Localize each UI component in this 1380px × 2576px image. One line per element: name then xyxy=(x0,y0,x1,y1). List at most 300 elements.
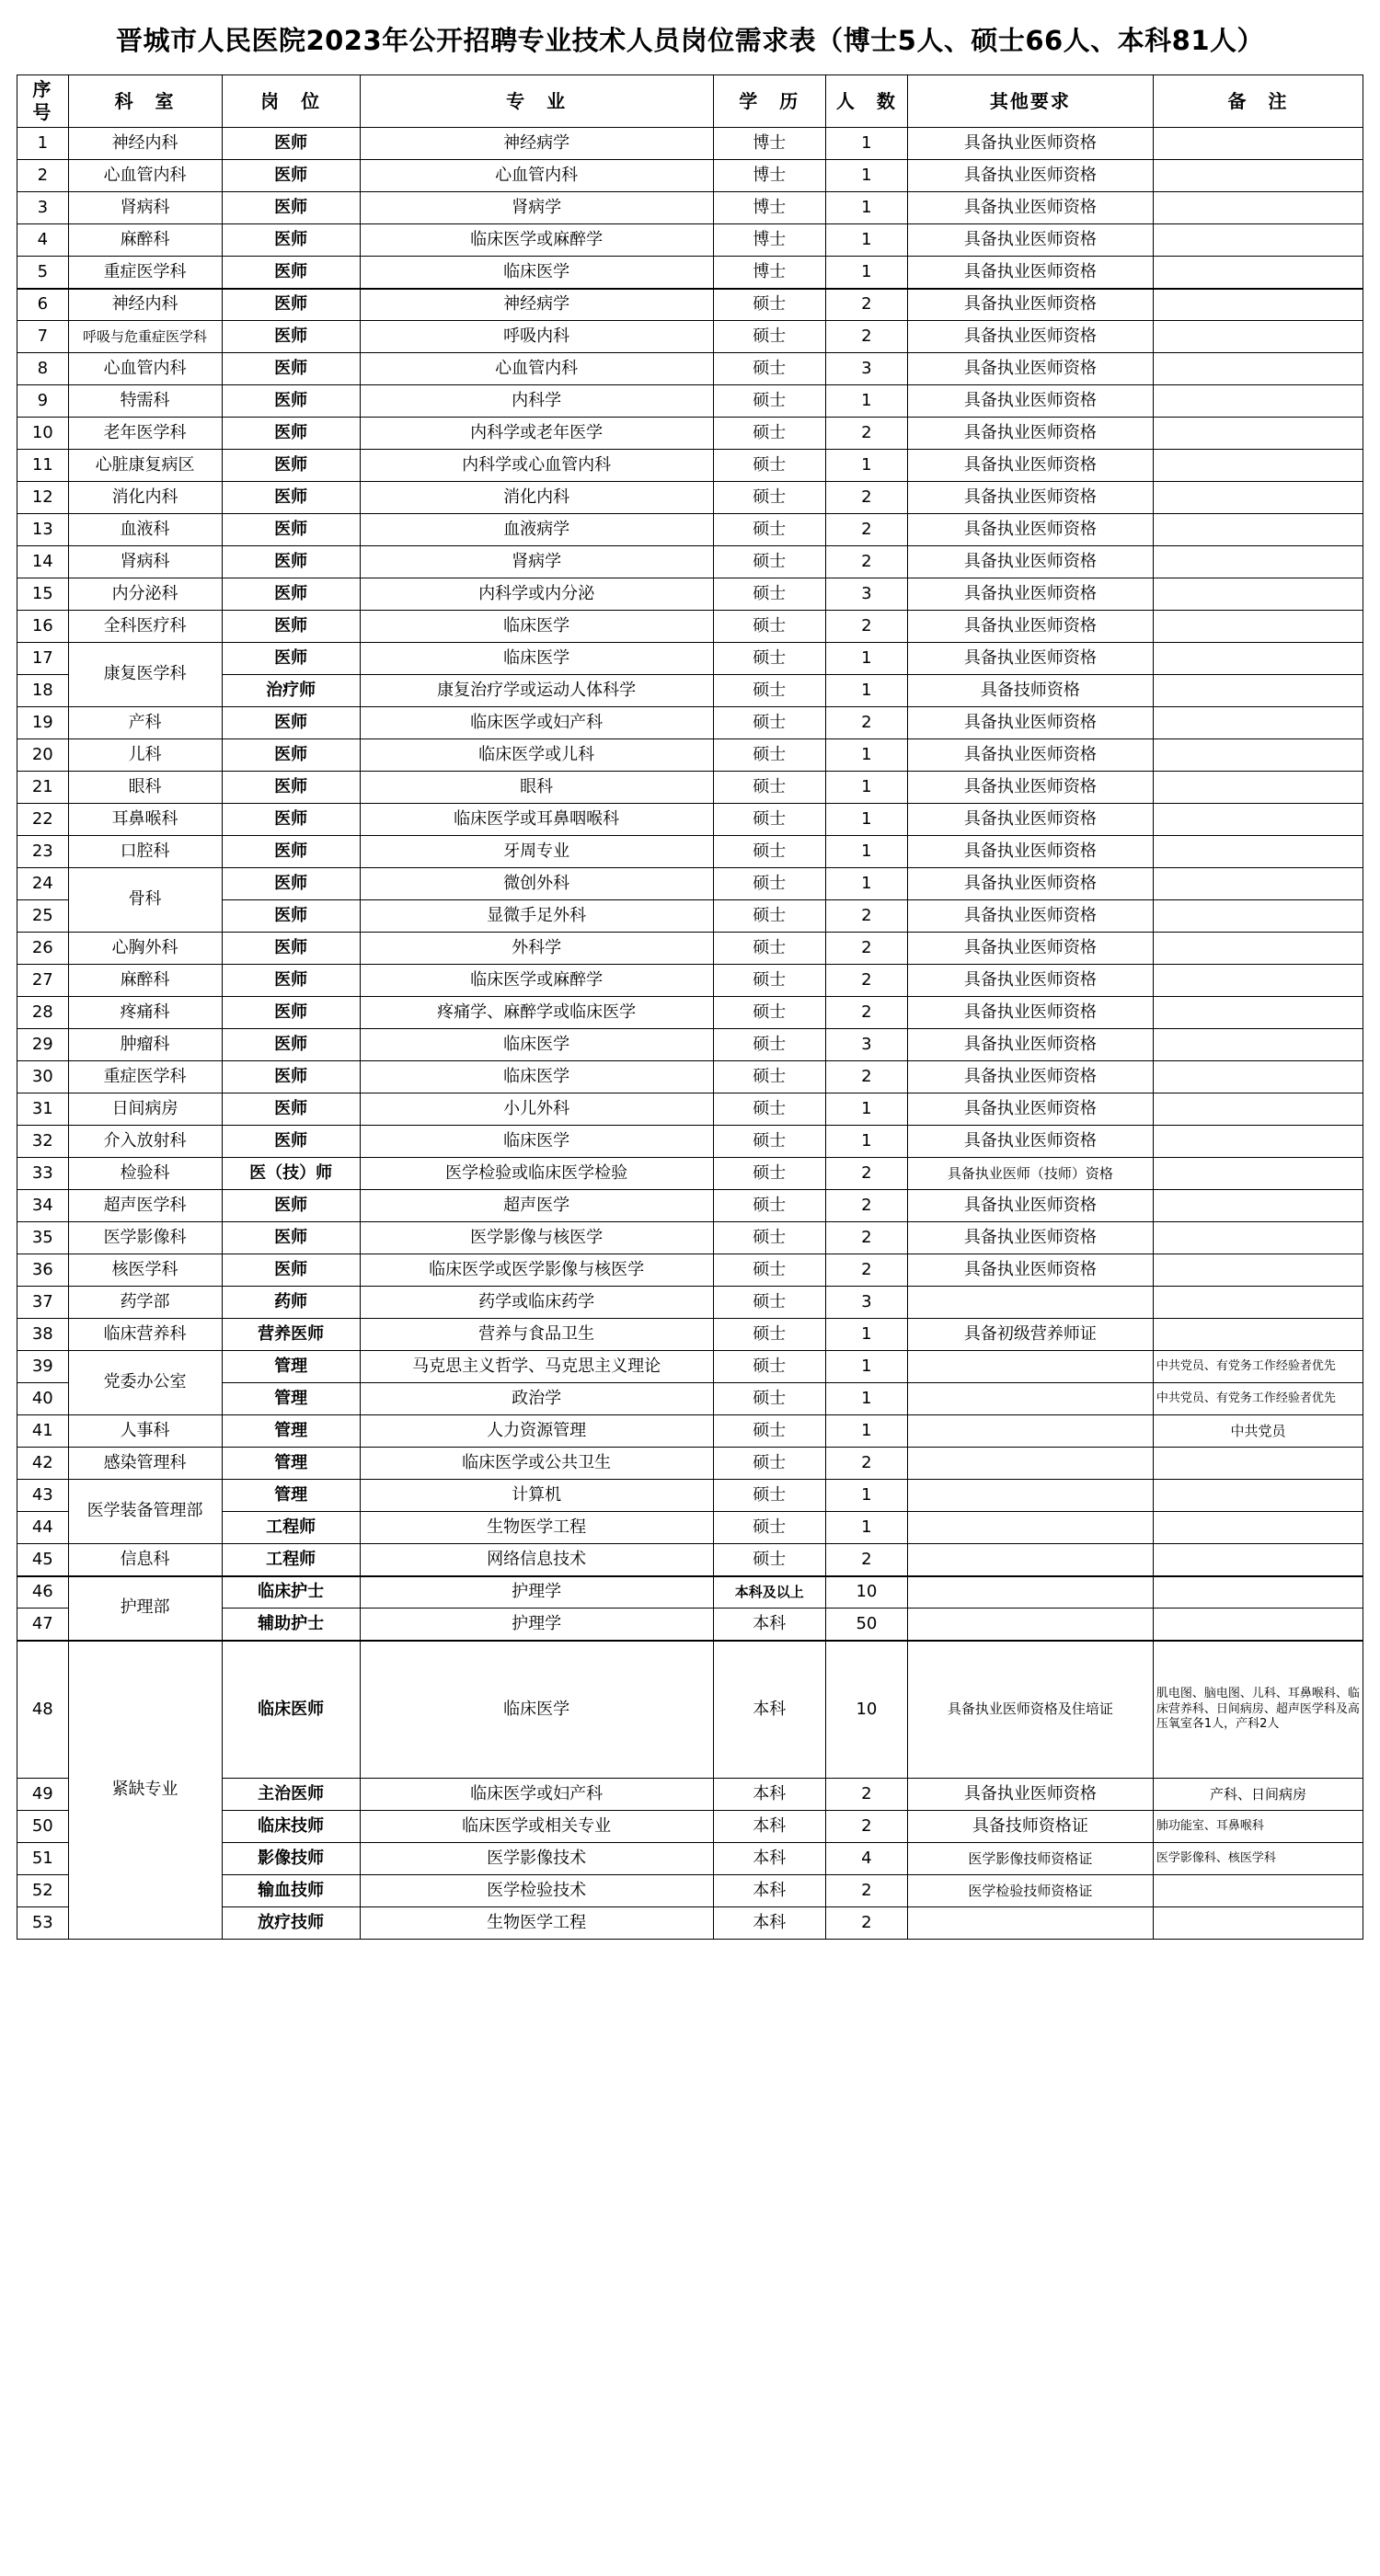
cell-major: 人力资源管理 xyxy=(360,1415,713,1448)
cell-num: 1 xyxy=(825,1415,907,1448)
header-row xyxy=(17,75,1363,128)
cell-num: 1 xyxy=(825,385,907,418)
cell-other: 具备执业医师资格 xyxy=(907,1061,1153,1093)
cell-post: 医师 xyxy=(222,1029,360,1061)
cell-major: 临床医学 xyxy=(360,257,713,289)
cell-remark xyxy=(1153,1907,1363,1940)
table-row xyxy=(17,1576,1363,1609)
cell-major: 医学影像技术 xyxy=(360,1843,713,1875)
table-row xyxy=(17,1448,1363,1480)
cell-dept: 内分泌科 xyxy=(68,578,222,611)
table-row xyxy=(17,482,1363,514)
cell-num: 1 xyxy=(825,1480,907,1512)
cell-post: 医师 xyxy=(222,385,360,418)
cell-dept: 眼科 xyxy=(68,772,222,804)
cell-post: 临床护士 xyxy=(222,1576,360,1609)
table-row xyxy=(17,1061,1363,1093)
cell-num: 1 xyxy=(825,160,907,192)
cell-other: 具备执业医师资格 xyxy=(907,1779,1153,1811)
cell-dept: 消化内科 xyxy=(68,482,222,514)
cell-edu: 硕士 xyxy=(713,1254,825,1287)
cell-post: 药师 xyxy=(222,1287,360,1319)
cell-major: 医学影像与核医学 xyxy=(360,1222,713,1254)
cell-dept: 呼吸与危重症医学科 xyxy=(68,321,222,353)
cell-edu: 本科 xyxy=(713,1843,825,1875)
cell-edu: 硕士 xyxy=(713,418,825,450)
cell-num: 2 xyxy=(825,611,907,643)
cell-other: 具备执业医师资格 xyxy=(907,1126,1153,1158)
cell-post: 医师 xyxy=(222,546,360,578)
table-row xyxy=(17,514,1363,546)
table-row xyxy=(17,224,1363,257)
cell-remark xyxy=(1153,353,1363,385)
cell-major: 临床医学或公共卫生 xyxy=(360,1448,713,1480)
cell-num: 1 xyxy=(825,192,907,224)
cell-major: 肾病学 xyxy=(360,192,713,224)
cell-post: 医师 xyxy=(222,1254,360,1287)
cell-num: 10 xyxy=(825,1576,907,1609)
table-row xyxy=(17,257,1363,289)
cell-edu: 硕士 xyxy=(713,933,825,965)
cell-dept: 特需科 xyxy=(68,385,222,418)
table-row xyxy=(17,1415,1363,1448)
cell-no: 6 xyxy=(17,289,69,321)
cell-no: 37 xyxy=(17,1287,69,1319)
cell-major: 牙周专业 xyxy=(360,836,713,868)
cell-other: 具备执业医师资格 xyxy=(907,997,1153,1029)
cell-dept: 护理部 xyxy=(68,1576,222,1641)
cell-no: 22 xyxy=(17,804,69,836)
cell-edu: 本科 xyxy=(713,1609,825,1641)
cell-num: 2 xyxy=(825,1907,907,1940)
cell-other xyxy=(907,1609,1153,1641)
cell-edu: 博士 xyxy=(713,224,825,257)
cell-other: 具备初级营养师证 xyxy=(907,1319,1153,1351)
col-dept: 科 室 xyxy=(68,75,222,128)
cell-dept: 医学装备管理部 xyxy=(68,1480,222,1544)
table-row xyxy=(17,965,1363,997)
cell-edu: 硕士 xyxy=(713,289,825,321)
cell-remark xyxy=(1153,1512,1363,1544)
cell-post: 医师 xyxy=(222,192,360,224)
col-num: 人 数 xyxy=(825,75,907,128)
cell-post: 主治医师 xyxy=(222,1779,360,1811)
cell-major: 血液病学 xyxy=(360,514,713,546)
table-row xyxy=(17,546,1363,578)
cell-edu: 硕士 xyxy=(713,1512,825,1544)
cell-major: 马克思主义哲学、马克思主义理论 xyxy=(360,1351,713,1383)
table-row xyxy=(17,868,1363,900)
cell-remark xyxy=(1153,1287,1363,1319)
cell-no: 40 xyxy=(17,1383,69,1415)
cell-num: 1 xyxy=(825,128,907,160)
table-row xyxy=(17,997,1363,1029)
table-row xyxy=(17,1544,1363,1576)
table-row xyxy=(17,643,1363,675)
cell-edu: 博士 xyxy=(713,128,825,160)
table-row xyxy=(17,353,1363,385)
cell-post: 医师 xyxy=(222,804,360,836)
cell-major: 心血管内科 xyxy=(360,353,713,385)
cell-remark xyxy=(1153,450,1363,482)
cell-dept: 药学部 xyxy=(68,1287,222,1319)
table-row xyxy=(17,1158,1363,1190)
cell-remark xyxy=(1153,675,1363,707)
table-row xyxy=(17,1351,1363,1383)
cell-num: 1 xyxy=(825,1512,907,1544)
cell-major: 神经病学 xyxy=(360,128,713,160)
cell-post: 营养医师 xyxy=(222,1319,360,1351)
cell-major: 内科学或内分泌 xyxy=(360,578,713,611)
cell-major: 康复治疗学或运动人体科学 xyxy=(360,675,713,707)
cell-major: 临床医学 xyxy=(360,1126,713,1158)
cell-edu: 硕士 xyxy=(713,804,825,836)
col-no: 序 号 xyxy=(17,75,69,128)
cell-dept: 重症医学科 xyxy=(68,1061,222,1093)
cell-num: 1 xyxy=(825,772,907,804)
cell-no: 27 xyxy=(17,965,69,997)
cell-other: 具备技师资格证 xyxy=(907,1811,1153,1843)
cell-post: 医师 xyxy=(222,611,360,643)
cell-post: 医师 xyxy=(222,836,360,868)
cell-num: 2 xyxy=(825,1190,907,1222)
cell-dept: 医学影像科 xyxy=(68,1222,222,1254)
cell-num: 2 xyxy=(825,514,907,546)
cell-no: 49 xyxy=(17,1779,69,1811)
cell-no: 53 xyxy=(17,1907,69,1940)
cell-no: 32 xyxy=(17,1126,69,1158)
cell-post: 影像技师 xyxy=(222,1843,360,1875)
cell-num: 50 xyxy=(825,1609,907,1641)
cell-major: 临床医学或麻醉学 xyxy=(360,224,713,257)
cell-major: 显微手足外科 xyxy=(360,900,713,933)
cell-other: 具备执业医师资格 xyxy=(907,900,1153,933)
cell-dept: 心胸外科 xyxy=(68,933,222,965)
cell-post: 医师 xyxy=(222,933,360,965)
cell-num: 2 xyxy=(825,933,907,965)
cell-major: 临床医学 xyxy=(360,1029,713,1061)
table-row xyxy=(17,192,1363,224)
cell-num: 2 xyxy=(825,1875,907,1907)
cell-major: 临床医学或妇产科 xyxy=(360,707,713,739)
cell-no: 48 xyxy=(17,1641,69,1779)
cell-dept: 麻醉科 xyxy=(68,224,222,257)
cell-post: 临床技师 xyxy=(222,1811,360,1843)
cell-dept: 产科 xyxy=(68,707,222,739)
cell-num: 1 xyxy=(825,643,907,675)
cell-other: 具备执业医师资格及住培证 xyxy=(907,1641,1153,1779)
cell-no: 21 xyxy=(17,772,69,804)
cell-post: 管理 xyxy=(222,1448,360,1480)
cell-post: 管理 xyxy=(222,1415,360,1448)
cell-no: 46 xyxy=(17,1576,69,1609)
cell-num: 2 xyxy=(825,1222,907,1254)
cell-remark: 肺功能室、耳鼻喉科 xyxy=(1153,1811,1363,1843)
cell-edu: 硕士 xyxy=(713,1093,825,1126)
cell-no: 41 xyxy=(17,1415,69,1448)
cell-no: 10 xyxy=(17,418,69,450)
cell-other: 具备执业医师资格 xyxy=(907,707,1153,739)
cell-post: 放疗技师 xyxy=(222,1907,360,1940)
cell-no: 9 xyxy=(17,385,69,418)
cell-remark: 肌电图、脑电图、儿科、耳鼻喉科、临床营养科、日间病房、超声医学科及高压氧室各1人，产科2人 xyxy=(1153,1641,1363,1779)
cell-remark xyxy=(1153,1126,1363,1158)
cell-other: 具备执业医师资格 xyxy=(907,772,1153,804)
cell-dept: 神经内科 xyxy=(68,128,222,160)
cell-num: 1 xyxy=(825,1351,907,1383)
cell-dept: 介入放射科 xyxy=(68,1126,222,1158)
cell-num: 1 xyxy=(825,868,907,900)
cell-edu: 硕士 xyxy=(713,772,825,804)
cell-dept: 老年医学科 xyxy=(68,418,222,450)
cell-major: 药学或临床药学 xyxy=(360,1287,713,1319)
cell-post: 输血技师 xyxy=(222,1875,360,1907)
cell-other: 具备执业医师资格 xyxy=(907,1222,1153,1254)
cell-edu: 硕士 xyxy=(713,1061,825,1093)
cell-no: 24 xyxy=(17,868,69,900)
cell-other xyxy=(907,1907,1153,1940)
cell-no: 36 xyxy=(17,1254,69,1287)
cell-edu: 本科 xyxy=(713,1641,825,1779)
cell-remark xyxy=(1153,804,1363,836)
cell-no: 28 xyxy=(17,997,69,1029)
cell-major: 护理学 xyxy=(360,1576,713,1609)
cell-edu: 博士 xyxy=(713,257,825,289)
cell-edu: 博士 xyxy=(713,160,825,192)
cell-post: 医师 xyxy=(222,1126,360,1158)
cell-dept: 耳鼻喉科 xyxy=(68,804,222,836)
cell-edu: 硕士 xyxy=(713,546,825,578)
cell-remark xyxy=(1153,257,1363,289)
cell-no: 45 xyxy=(17,1544,69,1576)
col-post: 岗 位 xyxy=(222,75,360,128)
cell-remark xyxy=(1153,1319,1363,1351)
cell-major: 眼科 xyxy=(360,772,713,804)
cell-major: 内科学或心血管内科 xyxy=(360,450,713,482)
cell-edu: 本科及以上 xyxy=(713,1576,825,1609)
cell-no: 15 xyxy=(17,578,69,611)
cell-other: 具备执业医师资格 xyxy=(907,321,1153,353)
cell-edu: 本科 xyxy=(713,1779,825,1811)
cell-major: 心血管内科 xyxy=(360,160,713,192)
cell-major: 营养与食品卫生 xyxy=(360,1319,713,1351)
recruitment-table xyxy=(17,74,1363,1940)
cell-num: 1 xyxy=(825,224,907,257)
cell-edu: 硕士 xyxy=(713,321,825,353)
cell-dept: 心脏康复病区 xyxy=(68,450,222,482)
cell-post: 医师 xyxy=(222,514,360,546)
cell-dept: 血液科 xyxy=(68,514,222,546)
cell-other xyxy=(907,1544,1153,1576)
cell-num: 2 xyxy=(825,1448,907,1480)
cell-remark xyxy=(1153,836,1363,868)
cell-major: 外科学 xyxy=(360,933,713,965)
cell-post: 医师 xyxy=(222,1061,360,1093)
cell-no: 12 xyxy=(17,482,69,514)
cell-post: 工程师 xyxy=(222,1544,360,1576)
cell-post: 临床医师 xyxy=(222,1641,360,1779)
cell-remark xyxy=(1153,192,1363,224)
cell-other: 具备执业医师资格 xyxy=(907,836,1153,868)
cell-num: 4 xyxy=(825,1843,907,1875)
cell-remark xyxy=(1153,739,1363,772)
cell-remark xyxy=(1153,997,1363,1029)
cell-no: 23 xyxy=(17,836,69,868)
table-row xyxy=(17,772,1363,804)
cell-num: 2 xyxy=(825,1544,907,1576)
cell-num: 1 xyxy=(825,1319,907,1351)
cell-num: 2 xyxy=(825,1811,907,1843)
table-row xyxy=(17,1641,1363,1779)
cell-other: 具备执业医师资格 xyxy=(907,160,1153,192)
cell-post: 医师 xyxy=(222,257,360,289)
cell-remark xyxy=(1153,643,1363,675)
cell-remark xyxy=(1153,965,1363,997)
cell-edu: 硕士 xyxy=(713,675,825,707)
cell-major: 网络信息技术 xyxy=(360,1544,713,1576)
cell-other: 具备执业医师资格 xyxy=(907,257,1153,289)
cell-remark xyxy=(1153,1544,1363,1576)
cell-remark: 中共党员 xyxy=(1153,1415,1363,1448)
cell-edu: 硕士 xyxy=(713,1222,825,1254)
cell-num: 2 xyxy=(825,997,907,1029)
cell-dept: 麻醉科 xyxy=(68,965,222,997)
table-row xyxy=(17,836,1363,868)
cell-remark xyxy=(1153,1448,1363,1480)
cell-no: 42 xyxy=(17,1448,69,1480)
cell-num: 2 xyxy=(825,965,907,997)
cell-remark xyxy=(1153,418,1363,450)
table-row xyxy=(17,1287,1363,1319)
cell-other: 具备执业医师资格 xyxy=(907,289,1153,321)
cell-other: 具备执业医师资格 xyxy=(907,1254,1153,1287)
cell-other: 具备执业医师资格 xyxy=(907,611,1153,643)
cell-major: 医学检验或临床医学检验 xyxy=(360,1158,713,1190)
cell-other: 具备执业医师资格 xyxy=(907,643,1153,675)
cell-edu: 硕士 xyxy=(713,965,825,997)
cell-post: 医师 xyxy=(222,578,360,611)
cell-other: 具备执业医师（技师）资格 xyxy=(907,1158,1153,1190)
cell-edu: 硕士 xyxy=(713,482,825,514)
cell-dept: 人事科 xyxy=(68,1415,222,1448)
cell-num: 2 xyxy=(825,900,907,933)
cell-no: 7 xyxy=(17,321,69,353)
cell-other xyxy=(907,1415,1153,1448)
cell-post: 管理 xyxy=(222,1351,360,1383)
table-row xyxy=(17,1029,1363,1061)
cell-other: 具备执业医师资格 xyxy=(907,739,1153,772)
cell-other xyxy=(907,1448,1153,1480)
cell-major: 生物医学工程 xyxy=(360,1512,713,1544)
cell-no: 2 xyxy=(17,160,69,192)
cell-edu: 硕士 xyxy=(713,1383,825,1415)
cell-no: 39 xyxy=(17,1351,69,1383)
cell-edu: 本科 xyxy=(713,1875,825,1907)
cell-edu: 硕士 xyxy=(713,1190,825,1222)
cell-no: 16 xyxy=(17,611,69,643)
cell-no: 43 xyxy=(17,1480,69,1512)
cell-major: 临床医学或麻醉学 xyxy=(360,965,713,997)
table-body xyxy=(17,128,1363,1940)
table-row xyxy=(17,578,1363,611)
cell-major: 消化内科 xyxy=(360,482,713,514)
cell-dept: 神经内科 xyxy=(68,289,222,321)
cell-edu: 硕士 xyxy=(713,1319,825,1351)
cell-remark: 医学影像科、核医学科 xyxy=(1153,1843,1363,1875)
cell-major: 政治学 xyxy=(360,1383,713,1415)
cell-dept: 骨科 xyxy=(68,868,222,933)
col-major: 专 业 xyxy=(360,75,713,128)
cell-num: 1 xyxy=(825,836,907,868)
cell-major: 临床医学 xyxy=(360,1061,713,1093)
col-other: 其他要求 xyxy=(907,75,1153,128)
cell-other: 具备执业医师资格 xyxy=(907,1190,1153,1222)
col-edu: 学 历 xyxy=(713,75,825,128)
cell-no: 51 xyxy=(17,1843,69,1875)
cell-dept: 超声医学科 xyxy=(68,1190,222,1222)
cell-major: 肾病学 xyxy=(360,546,713,578)
table-row xyxy=(17,385,1363,418)
table-row xyxy=(17,1319,1363,1351)
cell-post: 工程师 xyxy=(222,1512,360,1544)
cell-major: 临床医学或妇产科 xyxy=(360,1779,713,1811)
cell-major: 临床医学 xyxy=(360,1641,713,1779)
cell-dept: 临床营养科 xyxy=(68,1319,222,1351)
cell-post: 医师 xyxy=(222,707,360,739)
cell-major: 神经病学 xyxy=(360,289,713,321)
cell-no: 11 xyxy=(17,450,69,482)
table-row xyxy=(17,289,1363,321)
cell-num: 2 xyxy=(825,1158,907,1190)
cell-post: 医师 xyxy=(222,965,360,997)
cell-other: 具备执业医师资格 xyxy=(907,385,1153,418)
cell-edu: 硕士 xyxy=(713,385,825,418)
cell-remark xyxy=(1153,1093,1363,1126)
cell-post: 医师 xyxy=(222,1093,360,1126)
cell-remark: 产科、日间病房 xyxy=(1153,1779,1363,1811)
table-row xyxy=(17,160,1363,192)
cell-dept: 康复医学科 xyxy=(68,643,222,707)
table-row xyxy=(17,1222,1363,1254)
cell-remark: 中共党员、有党务工作经验者优先 xyxy=(1153,1383,1363,1415)
cell-no: 35 xyxy=(17,1222,69,1254)
cell-other: 具备执业医师资格 xyxy=(907,514,1153,546)
cell-edu: 硕士 xyxy=(713,450,825,482)
cell-no: 3 xyxy=(17,192,69,224)
cell-no: 34 xyxy=(17,1190,69,1222)
table-row xyxy=(17,450,1363,482)
cell-no: 17 xyxy=(17,643,69,675)
cell-post: 医师 xyxy=(222,418,360,450)
cell-remark xyxy=(1153,1029,1363,1061)
cell-num: 2 xyxy=(825,482,907,514)
cell-post: 医师 xyxy=(222,1190,360,1222)
cell-no: 52 xyxy=(17,1875,69,1907)
table-row xyxy=(17,611,1363,643)
table-row xyxy=(17,739,1363,772)
cell-no: 4 xyxy=(17,224,69,257)
cell-dept: 日间病房 xyxy=(68,1093,222,1126)
cell-remark xyxy=(1153,1254,1363,1287)
cell-dept: 心血管内科 xyxy=(68,160,222,192)
cell-edu: 硕士 xyxy=(713,353,825,385)
col-remark: 备 注 xyxy=(1153,75,1363,128)
cell-remark xyxy=(1153,1576,1363,1609)
cell-post: 医师 xyxy=(222,997,360,1029)
cell-other: 具备执业医师资格 xyxy=(907,482,1153,514)
cell-other: 具备执业医师资格 xyxy=(907,353,1153,385)
cell-no: 14 xyxy=(17,546,69,578)
